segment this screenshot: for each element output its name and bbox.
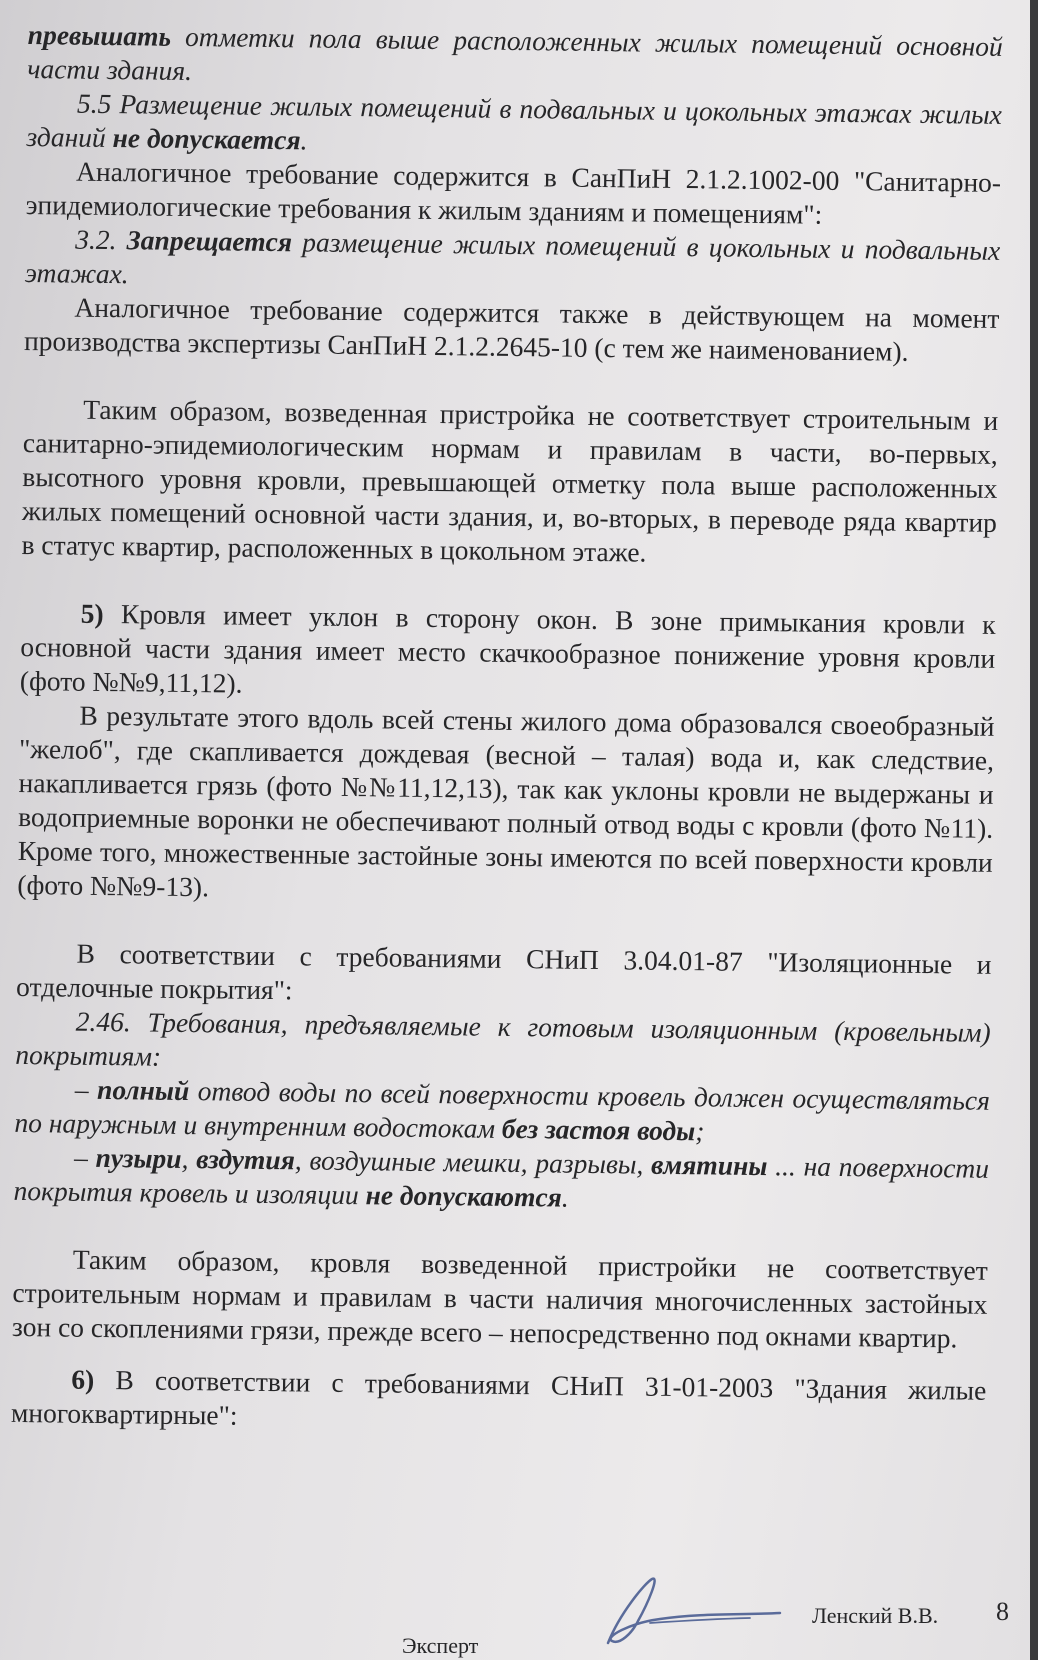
expert-label: Эксперт — [402, 1633, 479, 1658]
emphasis-text: вмятины — [650, 1148, 768, 1182]
paragraph-quote-3-2 — [25, 222, 1001, 302]
emphasis-text: Запрещается — [126, 224, 293, 258]
paragraph-list-item-2 — [13, 1140, 989, 1220]
emphasis-text: пузыри — [95, 1141, 182, 1174]
item-number: 6) — [71, 1363, 95, 1395]
quoted-text: 5.5 Размещение жилых помещений в подвальных и цокольных этажах жилых зданий — [26, 87, 1003, 154]
paragraph-text: Кровля имеет уклон в сторону окон. В зоне примыкания кровли к основной части здания имеет место скачкообразное понижение уровня кровли (фото №№9,11,12). — [19, 597, 996, 699]
paragraph-list-item-1 — [14, 1072, 990, 1152]
quoted-text: ... на поверхности покрытия кровель и изоляции — [13, 1150, 990, 1211]
paragraph-sanpin-2645: Аналогичное требование содержится также в действующем на момент производства экспертизы СанПиН 2.1.2.2645-10 (с тем же наименованием). — [23, 291, 1000, 367]
paragraph-item-6 — [11, 1362, 987, 1442]
quoted-text: , воздушные мешки, разрывы, — [294, 1144, 652, 1180]
paragraph-conclusion-2: Таким образом, кровля возведенной пристройки не соответствует строительным нормам и правилам в части наличия многочисленных застойных зон со скоплениями грязи, прежде всего – непосредственно под окнами квартир. — [11, 1243, 988, 1354]
punctuation: . — [300, 124, 308, 156]
paragraph-item-5 — [20, 596, 996, 710]
emphasis-text: не допускается — [112, 122, 301, 156]
signer-name: Ленский В.В. — [812, 1603, 939, 1628]
paragraph-quote-2-46: 2.46. Требования, предъявляемые к готовым изоляционным (кровельным) покрытиям: — [15, 1005, 991, 1072]
paragraph-text: В соответствии с требованиями СНиП 31-01-2003 "Здания жилые многоквартирные": — [10, 1363, 987, 1431]
page-footer — [0, 1575, 1038, 1660]
emphasis-text: превышать — [27, 18, 172, 52]
emphasis-text: полный — [96, 1073, 190, 1107]
quoted-text: размещение жилых помещений в цокольных и подвальных этажах. — [24, 226, 1001, 290]
signature-icon — [590, 1573, 790, 1653]
page-number: 8 — [996, 1597, 1009, 1626]
document-body — [11, 18, 1003, 1442]
paragraph-gutter: В результате этого вдоль всей стены жилого дома образовался своеобразный "желоб", где скапливается дождевая (весной – талая) вода и, как следствие, накапливается грязь (фото №№11,12,13), так как уклоны кровли не выдержаны и водоприемные воронки не обеспечивают полный отвод воды с кровли (фото №11). Кроме того, множественные застойные зоны имеются по всей поверхности кровли (фото №№9-13). — [17, 699, 995, 903]
paragraph-snip-3-04: В соответствии с требованиями СНиП 3.04.01-87 "Изоляционные и отделочные покрытия": — [15, 937, 992, 1006]
list-dash: – — [74, 1073, 98, 1105]
punctuation: ; — [695, 1115, 705, 1147]
clause-number: 3.2. — [75, 223, 127, 256]
emphasis-text: не допускаются — [365, 1179, 563, 1213]
quoted-text: отвод воды по всей поверхности кровель должен осуществляться по наружным и внутренним водостокам — [14, 1075, 991, 1144]
quoted-text: отметки пола выше расположенных жилых помещений основной части здания. — [27, 20, 1003, 87]
punctuation: , — [181, 1142, 197, 1175]
paragraph-conclusion-1: Таким образом, возведенная пристройка не соответствует строительным и санитарно-эпидемиологическим нормам и правилам в части, во-первых, высотного уровня кровли, превышающей отметку пола выше расположенных жилых помещений основной части здания, и, во-вторых, в переводе ряда квартир в статус квартир, расположенных в цокольном этаже. — [21, 393, 999, 568]
item-number: 5) — [80, 597, 104, 629]
paragraph-1 — [27, 18, 1003, 98]
paragraph-sanpin-1002: Аналогичное требование содержится в СанПиН 2.1.2.1002-00 "Санитарно-эпидемиологические требования к жилым зданиям и помещениям": — [25, 155, 1002, 230]
list-dash: – — [73, 1141, 96, 1173]
emphasis-text: без застоя воды — [501, 1112, 696, 1147]
punctuation: . — [561, 1181, 569, 1213]
emphasis-text: вздутия — [196, 1143, 296, 1176]
paragraph-quote-5-5 — [26, 86, 1002, 166]
